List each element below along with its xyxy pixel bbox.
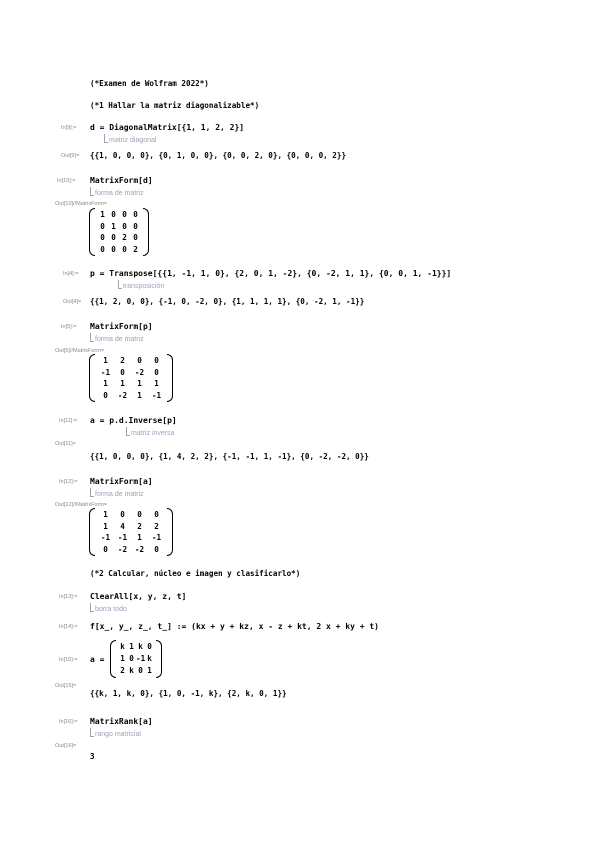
input-cell-code[interactable]: MatrixRank[a] xyxy=(90,717,153,726)
input-cell-code[interactable]: ClearAll[x, y, z, t] xyxy=(90,592,187,601)
matrix-entry: 0 xyxy=(138,666,143,675)
matrix-entry: -2 xyxy=(117,390,128,400)
matrix-entry: 0 xyxy=(137,510,142,519)
matrix-entry: 0 xyxy=(122,210,127,219)
right-paren xyxy=(156,640,162,678)
matrix-entry: -1 xyxy=(100,367,111,377)
output-label: Out[16]= xyxy=(55,743,77,749)
matrix-entry: k xyxy=(129,666,134,675)
matrix-entry: 2 xyxy=(122,233,127,242)
matrix-entry: 0 xyxy=(137,356,142,365)
matrix-entry: -2 xyxy=(134,367,145,377)
matrix-input-a[interactable] xyxy=(110,640,162,678)
matrix-entry: 2 xyxy=(154,521,159,531)
matrix-entry: 0 xyxy=(100,221,105,231)
matrix-p xyxy=(89,354,173,402)
output-cell: {{1, 0, 0, 0}, {1, 4, 2, 2}, {-1, -1, 1, -1}, {0, -2, -2, 0}} xyxy=(90,452,369,461)
function-hint: matriz diagonal xyxy=(104,134,156,144)
input-label: In[15]:= xyxy=(59,657,78,663)
matrix-entry: 1 xyxy=(137,533,142,542)
matrix-entry: k xyxy=(138,642,143,651)
matrix-entry: 1 xyxy=(103,521,108,531)
input-label: In[12]:= xyxy=(59,479,78,485)
comment-title: (*Examen de Wolfram 2022*) xyxy=(90,79,209,88)
matrix-entry: 0 xyxy=(111,244,116,254)
matrix-entry: 0 xyxy=(111,233,116,242)
matrix-entry: 0 xyxy=(100,244,105,254)
function-hint: forma de matriz xyxy=(90,187,144,197)
matrix-entry: 1 xyxy=(137,390,142,400)
matrix-entry: 0 xyxy=(133,233,138,242)
matrix-entry: 0 xyxy=(100,233,105,242)
input-cell-code[interactable]: a = p.d.Inverse[p] xyxy=(90,416,177,425)
input-label: In[10]:= xyxy=(57,178,76,184)
function-hint: transposición xyxy=(118,280,164,290)
matrix-entry: 1 xyxy=(120,379,125,388)
matrix-entry: 0 xyxy=(103,390,108,400)
matrix-entry: 1 xyxy=(137,379,142,388)
matrix-entry: 2 xyxy=(120,666,125,675)
output-label: Out[10]//MatrixForm= xyxy=(55,201,108,207)
matrix-entry: -1 xyxy=(117,533,128,542)
input-label: In[5]:= xyxy=(61,324,77,330)
output-label: Out[15]= xyxy=(55,683,77,689)
input-assignment[interactable]: a = xyxy=(90,655,105,664)
matrix-entry: 0 xyxy=(120,367,125,377)
matrix-entry: 1 xyxy=(103,510,108,519)
matrix-entry: -2 xyxy=(134,544,145,554)
output-cell: {{k, 1, k, 0}, {1, 0, -1, k}, {2, k, 0, 1}} xyxy=(90,689,287,698)
matrix-entry: 1 xyxy=(100,210,105,219)
output-cell: {{1, 2, 0, 0}, {-1, 0, -2, 0}, {1, 1, 1, 1}, {0, -2, 1, -1}} xyxy=(90,297,365,306)
input-label: In[11]:= xyxy=(59,418,78,424)
matrix-entry: 2 xyxy=(133,244,138,254)
function-hint: rango matricial xyxy=(90,728,141,738)
right-paren xyxy=(167,354,173,402)
comment-section-1: (*1 Hallar la matriz diagonalizable*) xyxy=(90,101,260,110)
matrix-entry: 0 xyxy=(111,210,116,219)
matrix-entry: k xyxy=(147,654,152,663)
matrix-entry: 1 xyxy=(120,654,125,663)
matrix-entry: 4 xyxy=(120,521,125,531)
output-label: Out[9]= xyxy=(61,153,80,159)
matrix-entry: 1 xyxy=(103,379,108,388)
input-label: In[13]:= xyxy=(59,594,78,600)
input-label: In[16]:= xyxy=(59,719,78,725)
matrix-grid xyxy=(95,208,143,256)
matrix-entry: 1 xyxy=(103,356,108,365)
matrix-entry: 0 xyxy=(147,642,152,651)
matrix-grid xyxy=(95,354,167,402)
matrix-entry: 1 xyxy=(111,221,116,231)
function-hint: borra todo xyxy=(90,603,127,613)
matrix-grid xyxy=(116,640,156,678)
matrix-entry: 1 xyxy=(147,666,152,675)
matrix-entry: 1 xyxy=(154,379,159,388)
matrix-grid xyxy=(95,508,167,556)
matrix-entry: 0 xyxy=(122,221,127,231)
function-hint: forma de matriz xyxy=(90,488,144,498)
output-label: Out[12]//MatrixForm= xyxy=(55,502,108,508)
matrix-a xyxy=(89,508,173,556)
matrix-entry: 0 xyxy=(133,221,138,231)
input-cell-code[interactable]: d = DiagonalMatrix[{1, 1, 2, 2}] xyxy=(90,123,245,132)
matrix-d xyxy=(89,208,149,256)
output-cell: {{1, 0, 0, 0}, {0, 1, 0, 0}, {0, 0, 2, 0}, {0, 0, 0, 2}} xyxy=(90,151,347,160)
input-cell-code[interactable]: MatrixForm[d] xyxy=(90,176,153,185)
matrix-entry: 0 xyxy=(154,356,159,365)
input-cell-code[interactable]: MatrixForm[a] xyxy=(90,477,153,486)
right-paren xyxy=(167,508,173,556)
right-paren xyxy=(143,208,149,256)
matrix-entry: 0 xyxy=(133,210,138,219)
input-cell-code[interactable]: p = Transpose[{{1, -1, 1, 0}, {2, 0, 1, -2}, {0, -2, 1, 1}, {0, 0, 1, -1}}] xyxy=(90,269,452,278)
function-hint: forma de matriz xyxy=(90,333,144,343)
matrix-entry: -1 xyxy=(136,654,146,663)
matrix-entry: 0 xyxy=(120,510,125,519)
matrix-entry: -2 xyxy=(117,544,128,554)
input-label: In[14]:= xyxy=(59,624,78,630)
matrix-entry: -1 xyxy=(151,533,162,542)
input-cell-code[interactable]: MatrixForm[p] xyxy=(90,322,153,331)
output-label: Out[11]= xyxy=(55,441,76,447)
input-label: In[9]:= xyxy=(61,125,77,131)
matrix-entry: 0 xyxy=(129,654,134,663)
input-label: In[4]:= xyxy=(63,271,79,277)
matrix-entry: 1 xyxy=(129,642,134,651)
matrix-entry: k xyxy=(120,642,125,651)
output-cell: 3 xyxy=(90,752,95,761)
output-label: Out[5]//MatrixForm= xyxy=(55,348,105,354)
matrix-entry: 2 xyxy=(137,521,142,531)
matrix-entry: 0 xyxy=(154,510,159,519)
matrix-entry: 0 xyxy=(103,544,108,554)
function-hint: matriz inversa xyxy=(126,427,175,437)
matrix-entry: 0 xyxy=(154,544,159,554)
matrix-entry: -1 xyxy=(100,533,111,542)
matrix-entry: -1 xyxy=(151,390,162,400)
comment-section-2: (*2 Calcular, núcleo e imagen y clasificarlo*) xyxy=(90,569,301,578)
output-label: Out[4]= xyxy=(63,299,82,305)
input-cell-code[interactable]: f[x_, y_, z_, t_] := (kx + y + kz, x - z + kt, 2 x + ky + t) xyxy=(90,622,379,631)
matrix-entry: 2 xyxy=(120,356,125,365)
matrix-entry: 0 xyxy=(122,244,127,254)
matrix-entry: 0 xyxy=(154,367,159,377)
